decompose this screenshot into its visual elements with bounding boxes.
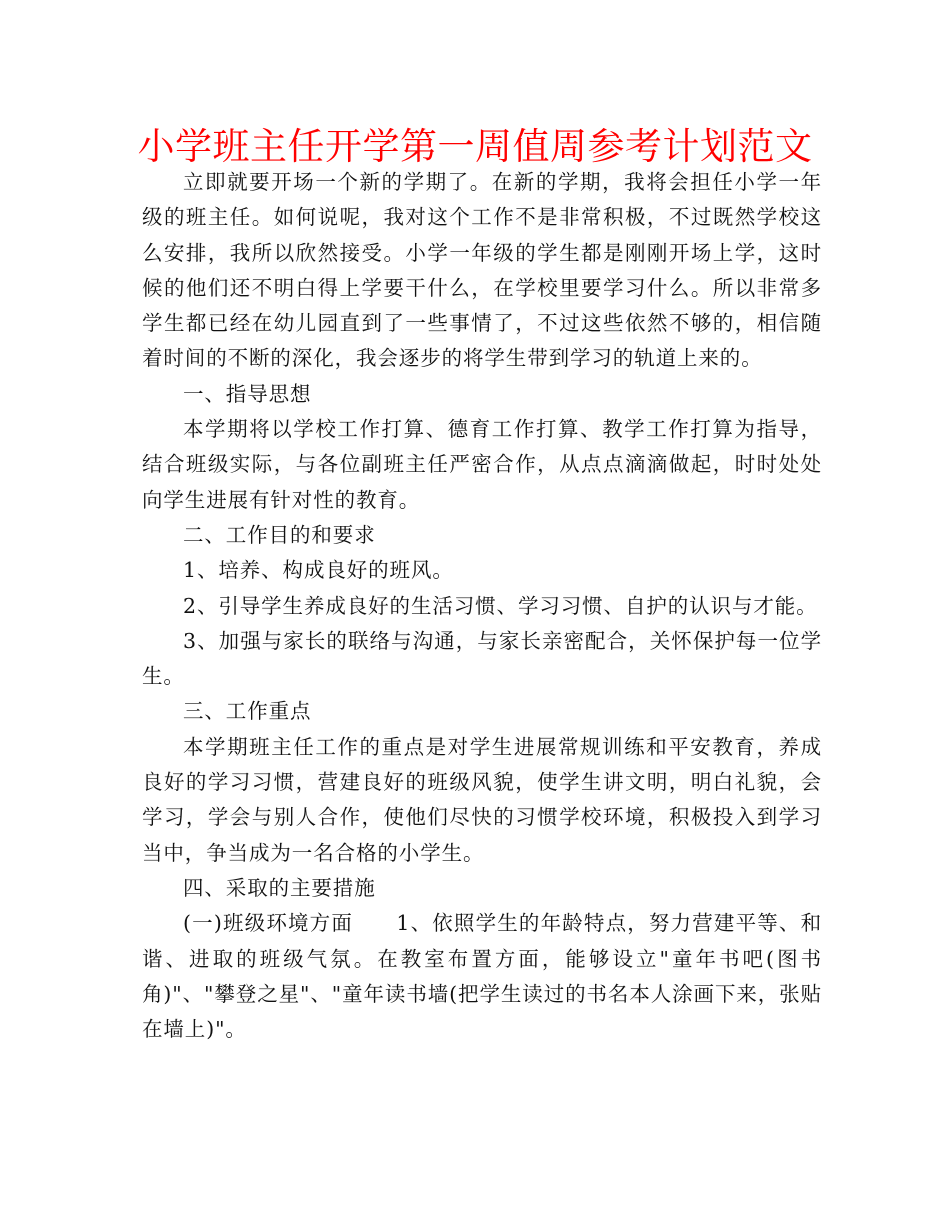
document-title: 小学班主任开学第一周值周参考计划范文 xyxy=(137,125,813,168)
section-heading-focus: 三、工作重点 xyxy=(183,699,312,724)
goal-item-3: 3、加强与家长的联络与沟通，与家长亲密配合，关怀保护每一位学生。 xyxy=(142,628,822,689)
focus-paragraph: 本学期班主任工作的重点是对学生进展常规训练和平安教育，养成良好的学习习惯，营建良好的班级风貌，使学生讲文明，明白礼貌，会学习，学会与别人合作，使他们尽快的习惯学校环境，积极投入到学习当中，争当成为一名合格的小学生。 xyxy=(142,734,822,865)
goal-item-2: 2、引导学生养成良好的生活习惯、学习习惯、自护的认识与才能。 xyxy=(183,593,818,618)
section-heading-goals: 二、工作目的和要求 xyxy=(183,522,376,547)
section-heading-guiding-thought: 一、指导思想 xyxy=(183,381,312,406)
document-body xyxy=(142,165,822,1047)
guiding-thought-paragraph: 本学期将以学校工作打算、德育工作打算、教学工作打算为指导，结合班级实际，与各位副班主任严密合作，从点点滴滴做起，时时处处向学生进展有针对性的教育。 xyxy=(142,417,822,512)
intro-paragraph: 立即就要开场一个新的学期了。在新的学期，我将会担任小学一年级的班主任。如何说呢，我对这个工作不是非常积极，不过既然学校这么安排，我所以欣然接受。小学一年级的学生都是刚刚开场上学，这时候的他们还不明白得上学要干什么，在学校里要学习什么。所以非常多学生都已经在幼儿园直到了一些事情了，不过这些依然不够的，相信随着时间的不断的深化，我会逐步的将学生带到学习的轨道上来的。 xyxy=(142,170,822,371)
goal-item-1: 1、培养、构成良好的班风。 xyxy=(183,558,454,583)
measures-paragraph: (一)班级环境方面 1、依照学生的年龄特点，努力营建平等、和谐、进取的班级气氛。在教室布置方面，能够设立"童年书吧(图书角)"、"攀登之星"、"童年读书墙(把学生读过的书名本人涂画下来，张贴在墙上)"。 xyxy=(142,911,822,1042)
section-heading-measures: 四、采取的主要措施 xyxy=(183,875,376,900)
